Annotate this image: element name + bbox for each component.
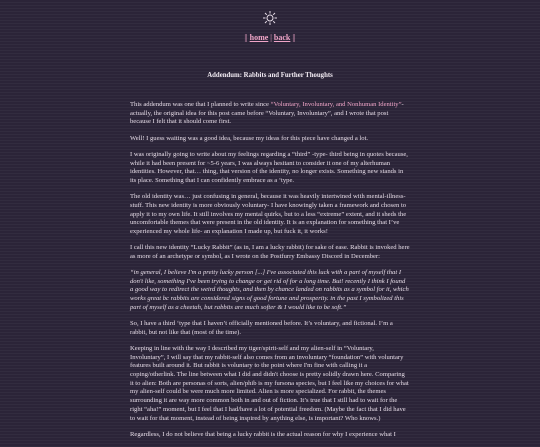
paragraph-3: I was originally going to write about my feelings regarding a “third” -type- third being in quotes because, while it had been present for ~5-6 years, I was always hesitant to consider it one of my alterhuman identities. However, that… thing, that version of the identity, no longer exists. Something new stands in its place. Something that I can confidently embrace as a ‘type. [130,150,408,184]
article-body [130,101,410,447]
nav-home-link[interactable]: home [249,33,269,42]
nav-suffix: || [292,33,296,42]
paragraph-8: Keeping in line with the way I described my tiger/spirit-self and my alien-self in “Voluntary, Involuntary”, I will say that my rabbit-self also comes from an involuntary “foundation” with voluntary features built around it. But rabbit is voluntary to the point where I'm fine with calling it a coping/otherlink. The line between what I did and didn't choose is pretty solidly drawn here. Comparing it to alien: Both are personas of sorts, alien/phib is my fursona species, but I feel like my choices for what my alien-self could be were much more limited. Alien is more specialized. For rabbit, the themes surrounding it are way more common both in and out of fiction. It’s true that I still had to wait for the right “aha!” moment, but I feel that I had/have a lot of potential freedom. (Maybe the fact that I did have to wait for that moment, instead of being inspired by anything else, is important? Who knows.) [130,344,409,422]
paragraph-4: The old identity was… just confusing in general, because it was heavily intertwined with mental-illness-stuff. This new identity is more obviously voluntary- I have knowingly taken a framework and chosen to apply it to my own life. It still involves my mental quirks, but to a less “extreme” extent, and it sheds the uncomfortable themes that were present in the old identity. It is an explanation for something that I’ve experienced my whole life- an explanation I made up, but fuck it, it works! [130,193,407,235]
paragraph-intro-text-a: This addendum was one that I planned to write since [130,101,271,108]
page-title: Addendum: Rabbits and Further Thoughts [207,72,333,79]
paragraph-intro [130,101,410,127]
nav-back-link[interactable]: back [273,33,291,42]
voluntary-involuntary-link[interactable]: “Voluntary, Involuntary, and Nonhuman Identity” [270,101,402,108]
top-nav [0,33,540,44]
sun-logo-icon [262,10,278,26]
nav-prefix: || [244,33,248,42]
nav-separator: | [270,33,272,42]
discord-quote: “in general, I believe I'm a pretty lucky person [...] I've associated this luck with a part of myself that I don't like, something I've been trying to change or get rid of for a long time. But! recently I think I found a good way to redirect the weird thoughts, and then by chance landed on rabbits as a symbol for it, which works great bc rabbits are considered signs of good fortune and prosperity. in the past I symbolized this part of myself as a cheetah, but rabbits are much softer & I would like to be soft.” [130,269,409,311]
paragraph-9: Regardless, I do not believe that being a lucky rabbit is the actual reason for why I experience what I [130,430,396,438]
paragraph-intro-text-b: - actually, the original idea for this post came before “Voluntary, Involuntary”, and I wrote that post because I felt that it should come first. [130,101,404,126]
paragraph-2: Well! I guess waiting was a good idea, because my ideas for this piece have changed a lot. [130,134,369,142]
paragraph-7: So, I have a third ‘type that I haven’t officially mentioned before. It’s voluntary, and fictional. I’m a rabbit, but not like that (most of the time). [130,320,393,336]
paragraph-5: I call this new identity “Lucky Rabbit” (as in, I am a lucky rabbit) for sake of ease. Rabbit is invoked here as more of an archetype or symbol, as I wrote on the Postfurry Embassy Discord in December: [130,244,410,260]
